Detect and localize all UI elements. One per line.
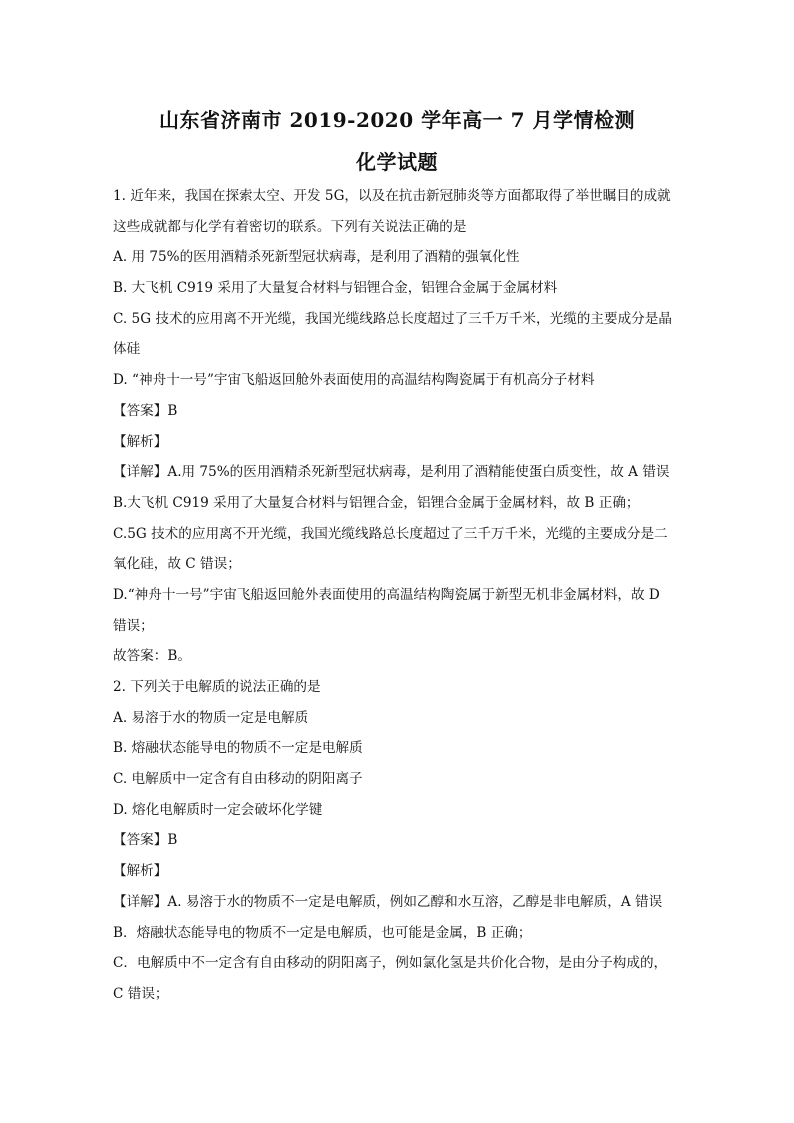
text-line: 【详解】A. 易溶于水的物质不一定是电解质，例如乙醇和水互溶，乙醇是非电解质，A 错误	[113, 893, 663, 910]
text-line: B. 熔融状态能导电的物质不一定是电解质	[113, 740, 363, 757]
text-line: B.大飞机 C919 采用了大量复合材料与铝锂合金，铝锂合金属于金属材料，故 B 正确；	[113, 494, 640, 511]
text-line: 【解析】	[113, 433, 168, 450]
text-line: 这些成就都与化学有着密切的联系。下列有关说法正确的是	[113, 218, 467, 235]
text-line: C. 5G 技术的应用离不开光缆，我国光缆线路总长度超过了三千万千米，光缆的主要成分是晶	[113, 310, 672, 327]
text-line: 体硅	[113, 341, 141, 358]
text-line: 【答案】B	[113, 832, 178, 849]
document-body	[113, 181, 688, 1010]
text-line: 【详解】A.用 75%的医用酒精杀死新型冠状病毒，是利用了酒精能使蛋白质变性，故 A 错误	[113, 464, 670, 481]
text-line: B. 大飞机 C919 采用了大量复合材料与铝锂合金，铝锂合金属于金属材料	[113, 280, 558, 297]
text-line: C．电解质中不一定含有自由移动的阴阳离子，例如氯化氢是共价化合物，是由分子构成的，	[113, 955, 668, 972]
text-line: 2. 下列关于电解质的说法正确的是	[113, 679, 321, 695]
text-line: D. 熔化电解质时一定会破坏化学键	[113, 801, 323, 818]
text-line: A. 用 75%的医用酒精杀死新型冠状病毒，是利用了酒精的强氧化性	[113, 249, 520, 266]
text-line: D. “神舟十一号”宇宙飞船返回舱外表面使用的高温结构陶瓷属于有机高分子材料	[113, 372, 595, 389]
text-line: 1. 近年来，我国在探索太空、开发 5G，以及在抗击新冠肺炎等方面都取得了举世瞩目的成就	[113, 188, 671, 204]
document-title: 山东省济南市 2019-2020 学年高一 7 月学情检测	[159, 108, 635, 132]
text-line: C 错误；	[113, 985, 169, 1002]
text-line: D.“神舟十一号”宇宙飞船返回舱外表面使用的高温结构陶瓷属于新型无机非金属材料，故 D	[113, 586, 660, 603]
text-line: 故答案：B。	[113, 648, 191, 665]
text-line: 错误；	[113, 617, 154, 634]
text-line: C. 电解质中一定含有自由移动的阴阳离子	[113, 771, 363, 788]
text-line: 氧化硅，故 C 错误；	[113, 556, 241, 573]
text-line: C.5G 技术的应用离不开光缆，我国光缆线路总长度超过了三千万千米，光缆的主要成分是二	[113, 525, 668, 542]
text-line: 【答案】B	[113, 402, 178, 419]
text-line: B．熔融状态能导电的物质不一定是电解质，也可能是金属，B 正确；	[113, 924, 532, 941]
document-subtitle: 化学试题	[356, 150, 438, 174]
text-line: A. 易溶于水的物质一定是电解质	[113, 709, 309, 726]
text-line: 【解析】	[113, 863, 168, 880]
